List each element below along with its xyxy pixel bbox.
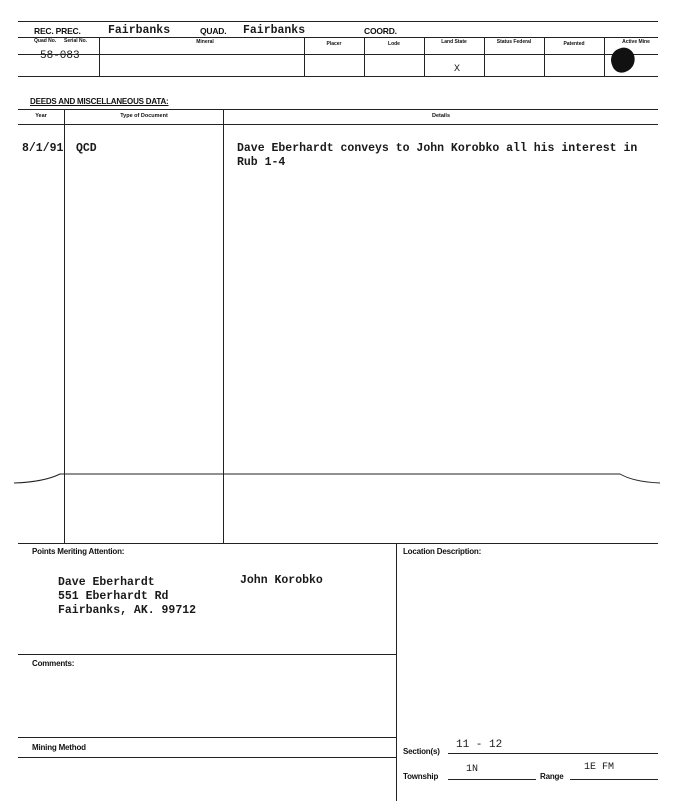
header-table-mid [18,54,658,55]
section-label: Section(s) [403,747,440,756]
col-patented: Patented [563,41,585,47]
deeds-header-rule [18,124,658,125]
owner2-name: John Korobko [240,574,323,587]
section-value: 11 - 12 [456,739,503,751]
coord-label: COORD. [364,26,397,36]
township-value: 1N [466,764,479,775]
township-underline [448,779,536,780]
location-label: Location Description: [403,547,482,556]
col-divider [99,37,100,77]
deeds-top-rule [18,109,658,110]
deed-type: QCD [76,142,97,155]
col-details: Details [431,113,451,119]
owner1-street: 551 Eberhardt Rd [58,590,169,603]
col-divider [544,37,545,77]
col-serial-no: Serial No. [64,38,88,44]
mining-bottom-rule [18,757,396,758]
deed-year: 8/1/91 [22,142,64,155]
lower-top-rule [18,543,658,544]
owner1-city: Fairbanks, AK. 99712 [58,604,197,617]
col-divider [484,37,485,77]
lower-vertical-divider [396,543,397,801]
header-table-bottom [18,76,658,77]
deed-details-line2: Rub 1-4 [237,156,286,169]
rec-prec-label: REC. PREC. [34,26,81,36]
col-type-of-document: Type of Document [120,113,168,119]
land-state-mark: X [454,64,461,75]
col-lode: Lode [388,41,400,47]
township-label: Township [403,772,439,781]
quad-serial-number: 58-083 [40,50,80,62]
col-placer: Placer [326,41,342,47]
page-fold-line [0,466,678,490]
range-underline [570,779,658,780]
col-divider [424,37,425,77]
points-label: Points Meriting Attention: [32,547,125,556]
rec-prec-value: Fairbanks [108,24,171,37]
col-active: Active Mine [622,39,650,45]
col-divider [304,37,305,77]
active-mine-stamp [608,45,639,76]
col-mineral: Mineral [196,39,214,45]
range-label: Range [540,772,564,781]
col-divider [364,37,365,77]
col-year: Year [35,113,47,119]
header-table-top [18,37,658,38]
comments-top-rule [18,654,396,655]
deed-details-line1: Dave Eberhardt conveys to John Korobko all his interest in [237,142,638,155]
col-status-federal: Status Federal [496,39,532,45]
mining-method-label: Mining Method [32,743,86,752]
col-divider [604,37,605,77]
range-value: 1E FM [584,762,615,773]
deeds-title: DEEDS AND MISCELLANEOUS DATA: [30,97,169,106]
comments-label: Comments: [32,659,75,668]
col-land-state: Land State [441,39,467,45]
section-underline [448,753,658,754]
quad-value: Fairbanks [243,24,306,37]
col-quad-no: Quad No. [34,38,57,44]
owner1-name: Dave Eberhardt [58,576,155,589]
mining-top-rule [18,737,396,738]
top-rule [18,21,658,22]
quad-label: QUAD. [200,26,227,36]
